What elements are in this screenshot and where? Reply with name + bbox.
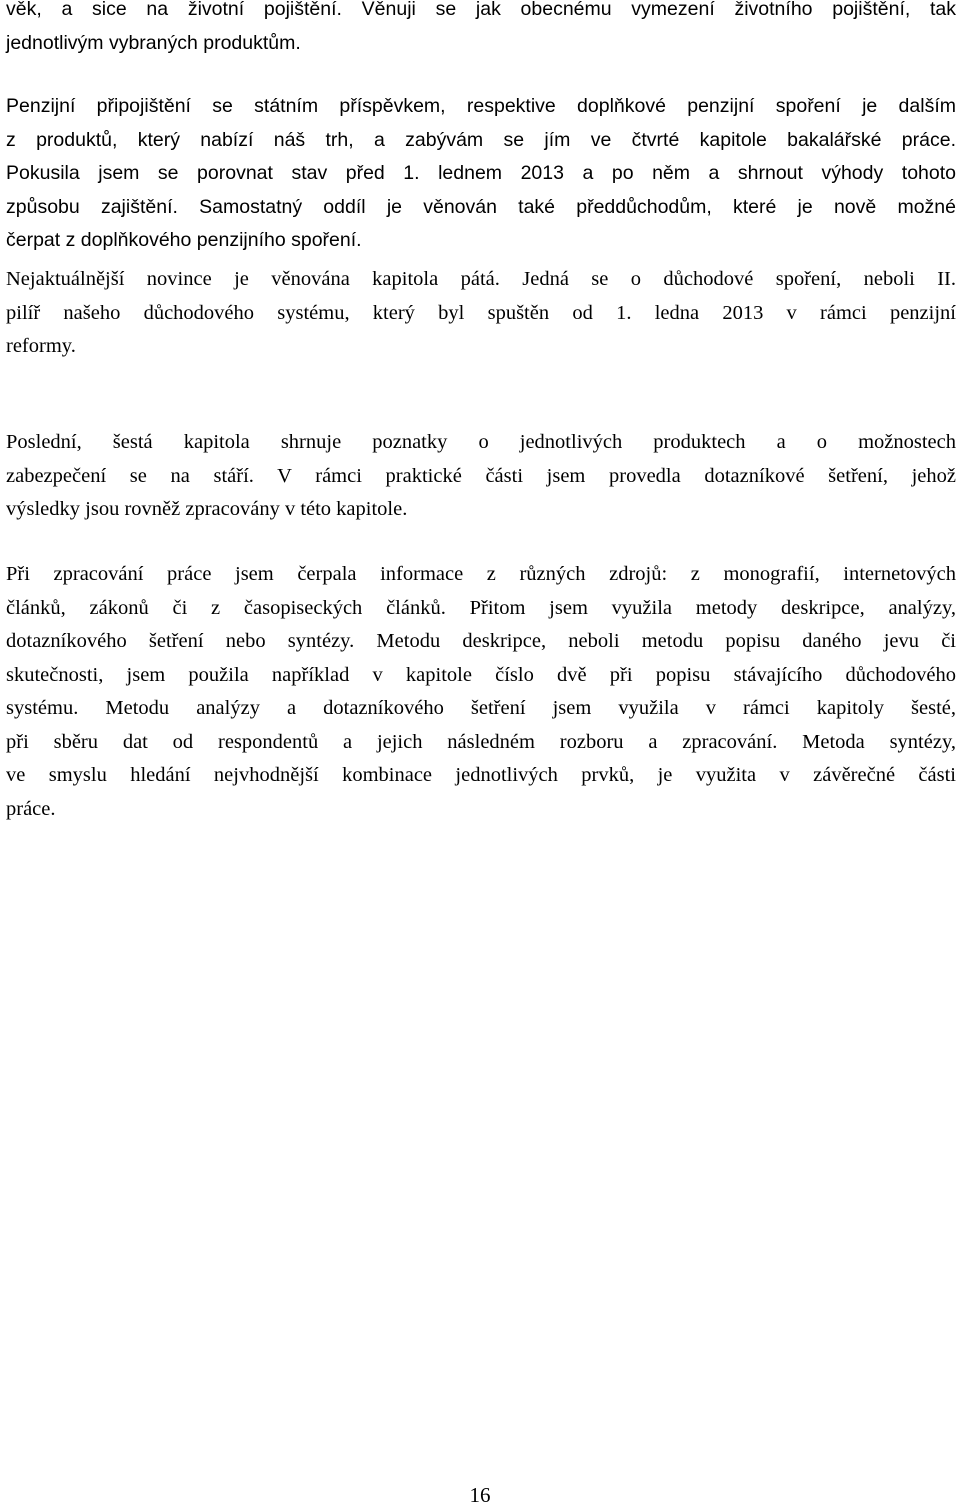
text-line: pilíř našeho důchodového systému, který byl spuštěn od 1. ledna 2013 v rámci penzijní bbox=[6, 301, 956, 324]
paragraph-chapter-six bbox=[6, 426, 956, 527]
text-line: Při zpracování práce jsem čerpala informace z různých zdrojů: z monografií, internetových bbox=[6, 563, 956, 585]
paragraph-life-insurance bbox=[6, 0, 956, 60]
text-line: čerpat z doplňkového penzijního spoření. bbox=[6, 229, 362, 251]
text-line: výsledky jsou rovněž zpracovány v této kapitole. bbox=[6, 498, 408, 520]
page-number: 16 bbox=[469, 1483, 491, 1507]
text-line: Pokusila jsem se porovnat stav před 1. lednem 2013 a po něm a shrnout výhody tohoto bbox=[6, 162, 956, 184]
text-line: jednotlivým vybraných produktům. bbox=[6, 31, 301, 54]
text-line: článků, zákonů či z časopiseckých článků. Přitom jsem využila metody deskripce, analýzy, bbox=[6, 596, 956, 619]
text-line: skutečnosti, jsem použila například v kapitole číslo dvě při popisu stávajícího důchodového bbox=[6, 663, 956, 686]
text-line: Nejaktuálnější novince je věnována kapitola pátá. Jedná se o důchodové spoření, neboli II. bbox=[6, 268, 956, 290]
paragraph-pension-savings bbox=[6, 263, 956, 364]
text-line: zabezpečení se na stáří. V rámci praktické části jsem provedla dotazníkové šetření, jehož bbox=[6, 464, 956, 487]
text-line: reformy. bbox=[6, 335, 76, 357]
text-line: věk, a sice na životní pojištění. Věnuji se jak obecnému vymezení životního pojištění, tak bbox=[6, 0, 956, 20]
text-line: způsobu zajištění. Samostatný oddíl je věnován také předdůchodům, které je nově možné bbox=[6, 195, 956, 218]
paragraph-pension-supplementary bbox=[6, 90, 956, 258]
text-line: Penzijní připojištění se státním příspěvkem, respektive doplňkové penzijní spoření je dalším bbox=[6, 95, 956, 117]
text-line: ve smyslu hledání nejvhodnější kombinace jednotlivých prvků, je využita v závěrečné části bbox=[6, 764, 956, 786]
text-line: při sběru dat od respondentů a jejich následném rozboru a zpracování. Metoda syntézy, bbox=[6, 730, 956, 753]
text-line: z produktů, který nabízí náš trh, a zabývám se jím ve čtvrté kapitole bakalářské práce. bbox=[6, 128, 956, 151]
text-line: Poslední, šestá kapitola shrnuje poznatky o jednotlivých produktech a o možnostech bbox=[6, 431, 956, 453]
paragraph-methodology bbox=[6, 558, 956, 826]
text-line: dotazníkového šetření nebo syntézy. Metodu deskripce, neboli metodu popisu daného jevu či bbox=[6, 630, 956, 652]
text-line: systému. Metodu analýzy a dotazníkového šetření jsem využila v rámci kapitoly šesté, bbox=[6, 697, 956, 719]
text-line: práce. bbox=[6, 797, 56, 820]
